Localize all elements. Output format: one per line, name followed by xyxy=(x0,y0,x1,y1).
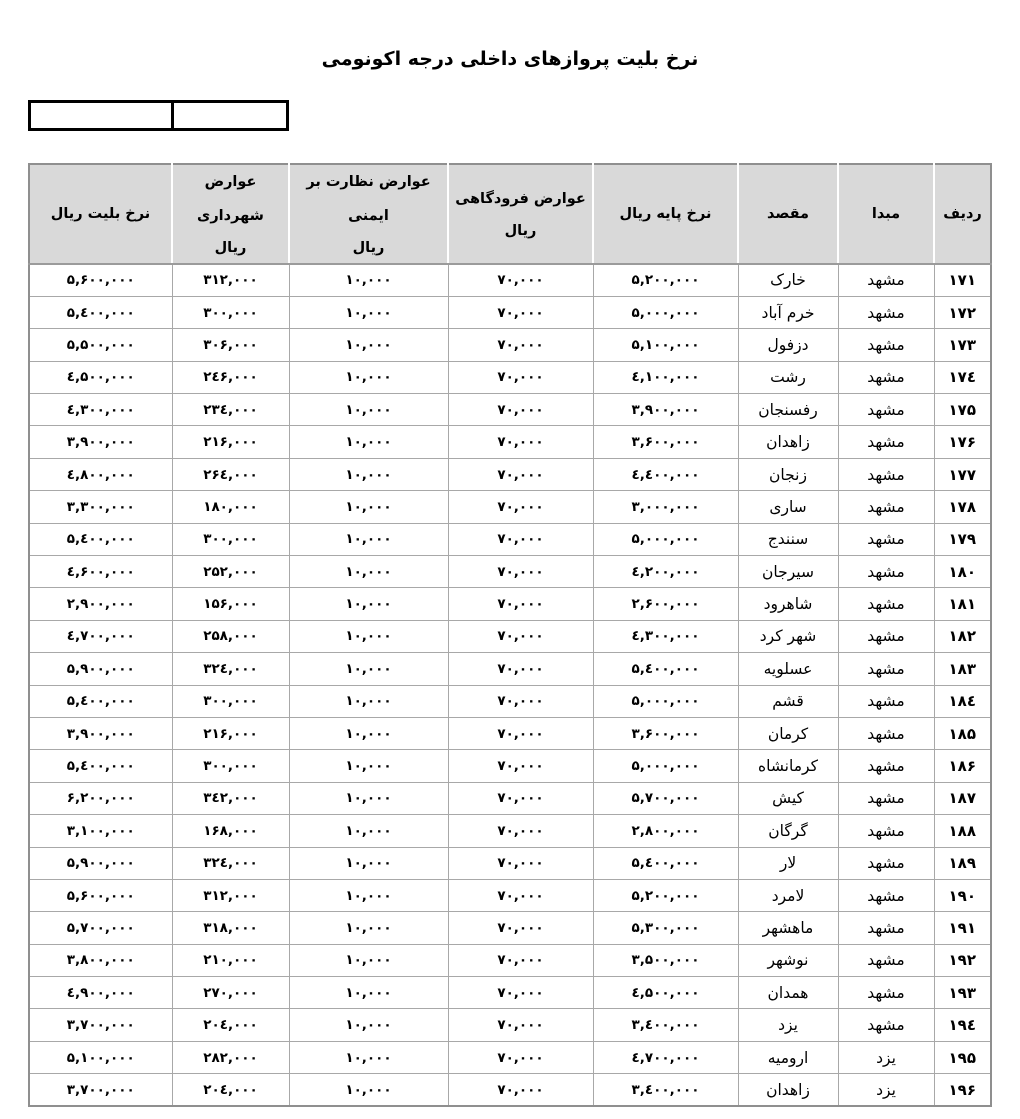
table-row xyxy=(29,944,991,976)
cell-destination: کرمانشاه xyxy=(738,750,838,782)
cell-safety-fee: ۱۰,۰۰۰ xyxy=(289,556,448,588)
cell-ticket-fare: ۵,٤۰۰,۰۰۰ xyxy=(29,523,172,555)
cell-safety-fee: ۱۰,۰۰۰ xyxy=(289,394,448,426)
cell-destination: یزد xyxy=(738,1009,838,1041)
cell-row-number: ۱۷۲ xyxy=(934,296,991,328)
table-row xyxy=(29,556,991,588)
cell-municipal-fee: ۳۲٤,۰۰۰ xyxy=(172,847,289,879)
cell-municipal-fee: ۳۱۸,۰۰۰ xyxy=(172,912,289,944)
cell-airport-fee: ۷۰,۰۰۰ xyxy=(448,912,593,944)
cell-airport-fee: ۷۰,۰۰۰ xyxy=(448,426,593,458)
cell-municipal-fee: ۲۵۲,۰۰۰ xyxy=(172,556,289,588)
table-row xyxy=(29,296,991,328)
cell-airport-fee: ۷۰,۰۰۰ xyxy=(448,1041,593,1073)
cell-safety-fee: ۱۰,۰۰۰ xyxy=(289,847,448,879)
cell-municipal-fee: ۲۷۰,۰۰۰ xyxy=(172,977,289,1009)
cell-airport-fee: ۷۰,۰۰۰ xyxy=(448,620,593,652)
cell-airport-fee: ۷۰,۰۰۰ xyxy=(448,296,593,328)
cell-origin: مشهد xyxy=(838,426,934,458)
cell-ticket-fare: ۵,٤۰۰,۰۰۰ xyxy=(29,750,172,782)
cell-base-fare: ۵,۱۰۰,۰۰۰ xyxy=(593,329,738,361)
cell-municipal-fee: ۳۰۰,۰۰۰ xyxy=(172,523,289,555)
table-row xyxy=(29,588,991,620)
cell-ticket-fare: ۳,۸۰۰,۰۰۰ xyxy=(29,944,172,976)
cell-airport-fee: ۷۰,۰۰۰ xyxy=(448,815,593,847)
cell-municipal-fee: ۳۱۲,۰۰۰ xyxy=(172,264,289,296)
cell-ticket-fare: ۵,۹۰۰,۰۰۰ xyxy=(29,847,172,879)
cell-base-fare: ۳,٤۰۰,۰۰۰ xyxy=(593,1009,738,1041)
cell-municipal-fee: ۳٤۲,۰۰۰ xyxy=(172,782,289,814)
cell-airport-fee: ۷۰,۰۰۰ xyxy=(448,1074,593,1106)
cell-base-fare: ۵,٤۰۰,۰۰۰ xyxy=(593,653,738,685)
cell-origin: مشهد xyxy=(838,296,934,328)
cell-origin: مشهد xyxy=(838,879,934,911)
cell-base-fare: ۳,۶۰۰,۰۰۰ xyxy=(593,717,738,749)
cell-safety-fee: ۱۰,۰۰۰ xyxy=(289,296,448,328)
cell-origin: مشهد xyxy=(838,394,934,426)
table-row xyxy=(29,458,991,490)
cell-row-number: ۱۷٤ xyxy=(934,361,991,393)
cell-base-fare: ۵,۰۰۰,۰۰۰ xyxy=(593,296,738,328)
cell-ticket-fare: ۵,٤۰۰,۰۰۰ xyxy=(29,685,172,717)
cell-row-number: ۱۸۱ xyxy=(934,588,991,620)
cell-base-fare: ۵,٤۰۰,۰۰۰ xyxy=(593,847,738,879)
cell-destination: ماهشهر xyxy=(738,912,838,944)
cell-municipal-fee: ۱۵۶,۰۰۰ xyxy=(172,588,289,620)
cell-row-number: ۱۹۶ xyxy=(934,1074,991,1106)
cell-safety-fee: ۱۰,۰۰۰ xyxy=(289,977,448,1009)
note-boxes xyxy=(28,100,289,131)
cell-row-number: ۱۹۳ xyxy=(934,977,991,1009)
cell-row-number: ۱۸۳ xyxy=(934,653,991,685)
cell-airport-fee: ۷۰,۰۰۰ xyxy=(448,977,593,1009)
cell-row-number: ۱۷۹ xyxy=(934,523,991,555)
cell-airport-fee: ۷۰,۰۰۰ xyxy=(448,944,593,976)
cell-row-number: ۱۹٤ xyxy=(934,1009,991,1041)
cell-safety-fee: ۱۰,۰۰۰ xyxy=(289,717,448,749)
cell-destination: عسلویه xyxy=(738,653,838,685)
cell-base-fare: ۵,۰۰۰,۰۰۰ xyxy=(593,750,738,782)
cell-row-number: ۱۹۰ xyxy=(934,879,991,911)
cell-base-fare: ۲,۶۰۰,۰۰۰ xyxy=(593,588,738,620)
cell-airport-fee: ۷۰,۰۰۰ xyxy=(448,879,593,911)
cell-destination: کیش xyxy=(738,782,838,814)
cell-destination: خرم آباد xyxy=(738,296,838,328)
table-row xyxy=(29,523,991,555)
col-header-ticket-fare: نرخ بلیت ریال xyxy=(29,164,172,264)
col-header-airport-fee: عوارض فرودگاهی ریال xyxy=(448,164,593,264)
cell-safety-fee: ۱۰,۰۰۰ xyxy=(289,750,448,782)
cell-base-fare: ۵,۰۰۰,۰۰۰ xyxy=(593,523,738,555)
cell-municipal-fee: ۳۰۰,۰۰۰ xyxy=(172,685,289,717)
cell-origin: مشهد xyxy=(838,782,934,814)
cell-destination: رشت xyxy=(738,361,838,393)
cell-row-number: ۱۷۷ xyxy=(934,458,991,490)
cell-airport-fee: ۷۰,۰۰۰ xyxy=(448,750,593,782)
col-header-row-number: ردیف xyxy=(934,164,991,264)
cell-municipal-fee: ۲۱۶,۰۰۰ xyxy=(172,717,289,749)
cell-origin: مشهد xyxy=(838,1009,934,1041)
col-header-municipal-fee: عوارض شهرداری ریال xyxy=(172,164,289,264)
cell-municipal-fee: ۱۶۸,۰۰۰ xyxy=(172,815,289,847)
cell-airport-fee: ۷۰,۰۰۰ xyxy=(448,588,593,620)
cell-ticket-fare: ۳,۳۰۰,۰۰۰ xyxy=(29,491,172,523)
table-row xyxy=(29,717,991,749)
cell-destination: زاهدان xyxy=(738,1074,838,1106)
cell-origin: مشهد xyxy=(838,750,934,782)
cell-ticket-fare: ٤,۶۰۰,۰۰۰ xyxy=(29,556,172,588)
note-box-left-cell xyxy=(31,103,174,128)
cell-municipal-fee: ۳۰۰,۰۰۰ xyxy=(172,750,289,782)
table-row xyxy=(29,264,991,296)
cell-destination: گرگان xyxy=(738,815,838,847)
cell-destination: ارومیه xyxy=(738,1041,838,1073)
cell-base-fare: ۳,٤۰۰,۰۰۰ xyxy=(593,1074,738,1106)
cell-row-number: ۱۸۲ xyxy=(934,620,991,652)
cell-municipal-fee: ۳۱۲,۰۰۰ xyxy=(172,879,289,911)
cell-ticket-fare: ۲,۹۰۰,۰۰۰ xyxy=(29,588,172,620)
cell-municipal-fee: ۳۰۰,۰۰۰ xyxy=(172,296,289,328)
cell-safety-fee: ۱۰,۰۰۰ xyxy=(289,588,448,620)
table-row xyxy=(29,879,991,911)
cell-origin: مشهد xyxy=(838,329,934,361)
cell-destination: کرمان xyxy=(738,717,838,749)
col-header-origin: مبدا xyxy=(838,164,934,264)
cell-origin: یزد xyxy=(838,1074,934,1106)
cell-origin: مشهد xyxy=(838,264,934,296)
cell-ticket-fare: ۵,٤۰۰,۰۰۰ xyxy=(29,296,172,328)
cell-row-number: ۱۹۱ xyxy=(934,912,991,944)
cell-airport-fee: ۷۰,۰۰۰ xyxy=(448,264,593,296)
fare-table-body xyxy=(29,264,991,1106)
cell-destination: سنندج xyxy=(738,523,838,555)
cell-destination: شاهرود xyxy=(738,588,838,620)
cell-origin: مشهد xyxy=(838,912,934,944)
cell-origin: مشهد xyxy=(838,523,934,555)
cell-safety-fee: ۱۰,۰۰۰ xyxy=(289,879,448,911)
cell-ticket-fare: ٤,۸۰۰,۰۰۰ xyxy=(29,458,172,490)
cell-safety-fee: ۱۰,۰۰۰ xyxy=(289,782,448,814)
cell-municipal-fee: ۲۶٤,۰۰۰ xyxy=(172,458,289,490)
cell-row-number: ۱۸۶ xyxy=(934,750,991,782)
cell-ticket-fare: ۵,۷۰۰,۰۰۰ xyxy=(29,912,172,944)
cell-origin: مشهد xyxy=(838,458,934,490)
cell-destination: زاهدان xyxy=(738,426,838,458)
cell-destination: قشم xyxy=(738,685,838,717)
cell-destination: زنجان xyxy=(738,458,838,490)
table-row xyxy=(29,620,991,652)
cell-ticket-fare: ۵,۹۰۰,۰۰۰ xyxy=(29,653,172,685)
cell-airport-fee: ۷۰,۰۰۰ xyxy=(448,329,593,361)
cell-origin: یزد xyxy=(838,1041,934,1073)
cell-municipal-fee: ۲۸۲,۰۰۰ xyxy=(172,1041,289,1073)
cell-origin: مشهد xyxy=(838,361,934,393)
note-box-right-cell xyxy=(174,103,286,128)
table-row xyxy=(29,750,991,782)
cell-destination: لار xyxy=(738,847,838,879)
cell-base-fare: ۳,۰۰۰,۰۰۰ xyxy=(593,491,738,523)
cell-origin: مشهد xyxy=(838,491,934,523)
cell-airport-fee: ۷۰,۰۰۰ xyxy=(448,394,593,426)
table-row xyxy=(29,1009,991,1041)
cell-destination: ساری xyxy=(738,491,838,523)
cell-row-number: ۱۸۵ xyxy=(934,717,991,749)
cell-municipal-fee: ۲۵۸,۰۰۰ xyxy=(172,620,289,652)
cell-ticket-fare: ٤,۹۰۰,۰۰۰ xyxy=(29,977,172,1009)
cell-ticket-fare: ۳,۹۰۰,۰۰۰ xyxy=(29,426,172,458)
cell-ticket-fare: ۳,۹۰۰,۰۰۰ xyxy=(29,717,172,749)
table-row xyxy=(29,426,991,458)
cell-base-fare: ۵,۷۰۰,۰۰۰ xyxy=(593,782,738,814)
table-row xyxy=(29,847,991,879)
cell-base-fare: ٤,۳۰۰,۰۰۰ xyxy=(593,620,738,652)
page-title: نرخ بلیت پروازهای داخلی درجه اکونومی xyxy=(321,48,699,70)
cell-origin: مشهد xyxy=(838,653,934,685)
cell-origin: مشهد xyxy=(838,685,934,717)
cell-row-number: ۱۷۶ xyxy=(934,426,991,458)
cell-safety-fee: ۱۰,۰۰۰ xyxy=(289,361,448,393)
cell-origin: مشهد xyxy=(838,815,934,847)
cell-safety-fee: ۱۰,۰۰۰ xyxy=(289,264,448,296)
cell-airport-fee: ۷۰,۰۰۰ xyxy=(448,458,593,490)
col-header-base-fare: نرخ پایه ریال xyxy=(593,164,738,264)
cell-base-fare: ٤,۷۰۰,۰۰۰ xyxy=(593,1041,738,1073)
cell-safety-fee: ۱۰,۰۰۰ xyxy=(289,685,448,717)
cell-row-number: ۱۷۱ xyxy=(934,264,991,296)
cell-base-fare: ۵,۲۰۰,۰۰۰ xyxy=(593,264,738,296)
cell-base-fare: ٤,۲۰۰,۰۰۰ xyxy=(593,556,738,588)
table-row xyxy=(29,685,991,717)
cell-origin: مشهد xyxy=(838,620,934,652)
table-row xyxy=(29,782,991,814)
cell-airport-fee: ۷۰,۰۰۰ xyxy=(448,782,593,814)
cell-airport-fee: ۷۰,۰۰۰ xyxy=(448,556,593,588)
cell-destination: رفسنجان xyxy=(738,394,838,426)
cell-base-fare: ۵,۰۰۰,۰۰۰ xyxy=(593,685,738,717)
cell-safety-fee: ۱۰,۰۰۰ xyxy=(289,653,448,685)
cell-municipal-fee: ۲٤۶,۰۰۰ xyxy=(172,361,289,393)
cell-safety-fee: ۱۰,۰۰۰ xyxy=(289,1009,448,1041)
cell-base-fare: ۳,۹۰۰,۰۰۰ xyxy=(593,394,738,426)
table-row xyxy=(29,1074,991,1106)
table-row xyxy=(29,912,991,944)
cell-safety-fee: ۱۰,۰۰۰ xyxy=(289,491,448,523)
cell-safety-fee: ۱۰,۰۰۰ xyxy=(289,912,448,944)
cell-municipal-fee: ۱۸۰,۰۰۰ xyxy=(172,491,289,523)
cell-row-number: ۱۷۳ xyxy=(934,329,991,361)
col-header-safety-fee: عوارض نظارت بر ایمنی ریال xyxy=(289,164,448,264)
cell-origin: مشهد xyxy=(838,847,934,879)
cell-municipal-fee: ۲۳٤,۰۰۰ xyxy=(172,394,289,426)
cell-base-fare: ۲,۸۰۰,۰۰۰ xyxy=(593,815,738,847)
cell-origin: مشهد xyxy=(838,977,934,1009)
cell-row-number: ۱۹۵ xyxy=(934,1041,991,1073)
cell-row-number: ۱۸۷ xyxy=(934,782,991,814)
cell-destination: شهر کرد xyxy=(738,620,838,652)
cell-ticket-fare: ۶,۲۰۰,۰۰۰ xyxy=(29,782,172,814)
cell-row-number: ۱۸٤ xyxy=(934,685,991,717)
cell-row-number: ۱۷۵ xyxy=(934,394,991,426)
cell-municipal-fee: ۲۱۰,۰۰۰ xyxy=(172,944,289,976)
cell-municipal-fee: ۳۲٤,۰۰۰ xyxy=(172,653,289,685)
cell-airport-fee: ۷۰,۰۰۰ xyxy=(448,717,593,749)
table-row xyxy=(29,815,991,847)
cell-airport-fee: ۷۰,۰۰۰ xyxy=(448,523,593,555)
cell-origin: مشهد xyxy=(838,944,934,976)
cell-base-fare: ۳,۶۰۰,۰۰۰ xyxy=(593,426,738,458)
cell-safety-fee: ۱۰,۰۰۰ xyxy=(289,944,448,976)
cell-ticket-fare: ۳,۱۰۰,۰۰۰ xyxy=(29,815,172,847)
cell-base-fare: ۳,۵۰۰,۰۰۰ xyxy=(593,944,738,976)
cell-ticket-fare: ۵,۵۰۰,۰۰۰ xyxy=(29,329,172,361)
cell-airport-fee: ۷۰,۰۰۰ xyxy=(448,491,593,523)
cell-origin: مشهد xyxy=(838,556,934,588)
cell-safety-fee: ۱۰,۰۰۰ xyxy=(289,426,448,458)
cell-safety-fee: ۱۰,۰۰۰ xyxy=(289,458,448,490)
cell-destination: همدان xyxy=(738,977,838,1009)
cell-ticket-fare: ٤,۵۰۰,۰۰۰ xyxy=(29,361,172,393)
cell-ticket-fare: ۵,۶۰۰,۰۰۰ xyxy=(29,879,172,911)
cell-row-number: ۱۸۹ xyxy=(934,847,991,879)
cell-base-fare: ۵,۲۰۰,۰۰۰ xyxy=(593,879,738,911)
cell-ticket-fare: ۵,۶۰۰,۰۰۰ xyxy=(29,264,172,296)
cell-safety-fee: ۱۰,۰۰۰ xyxy=(289,815,448,847)
cell-municipal-fee: ۲۰٤,۰۰۰ xyxy=(172,1074,289,1106)
table-row xyxy=(29,329,991,361)
cell-row-number: ۱۹۲ xyxy=(934,944,991,976)
cell-ticket-fare: ۳,۷۰۰,۰۰۰ xyxy=(29,1009,172,1041)
cell-origin: مشهد xyxy=(838,717,934,749)
cell-row-number: ۱۸۸ xyxy=(934,815,991,847)
cell-destination: سیرجان xyxy=(738,556,838,588)
fare-table-header xyxy=(29,164,991,264)
cell-base-fare: ٤,۵۰۰,۰۰۰ xyxy=(593,977,738,1009)
cell-airport-fee: ۷۰,۰۰۰ xyxy=(448,685,593,717)
cell-safety-fee: ۱۰,۰۰۰ xyxy=(289,1041,448,1073)
cell-destination: خارک xyxy=(738,264,838,296)
table-row xyxy=(29,1041,991,1073)
cell-base-fare: ۵,۳۰۰,۰۰۰ xyxy=(593,912,738,944)
cell-safety-fee: ۱۰,۰۰۰ xyxy=(289,620,448,652)
table-row xyxy=(29,361,991,393)
cell-ticket-fare: ٤,۳۰۰,۰۰۰ xyxy=(29,394,172,426)
fare-table xyxy=(28,163,992,1107)
col-header-destination: مقصد xyxy=(738,164,838,264)
cell-safety-fee: ۱۰,۰۰۰ xyxy=(289,523,448,555)
cell-safety-fee: ۱۰,۰۰۰ xyxy=(289,329,448,361)
table-row xyxy=(29,491,991,523)
cell-airport-fee: ۷۰,۰۰۰ xyxy=(448,361,593,393)
cell-base-fare: ٤,٤۰۰,۰۰۰ xyxy=(593,458,738,490)
cell-municipal-fee: ۲۰٤,۰۰۰ xyxy=(172,1009,289,1041)
table-row xyxy=(29,653,991,685)
cell-safety-fee: ۱۰,۰۰۰ xyxy=(289,1074,448,1106)
cell-airport-fee: ۷۰,۰۰۰ xyxy=(448,653,593,685)
cell-municipal-fee: ۳۰۶,۰۰۰ xyxy=(172,329,289,361)
header-row xyxy=(29,164,991,264)
cell-origin: مشهد xyxy=(838,588,934,620)
cell-ticket-fare: ۵,۱۰۰,۰۰۰ xyxy=(29,1041,172,1073)
cell-row-number: ۱۸۰ xyxy=(934,556,991,588)
cell-row-number: ۱۷۸ xyxy=(934,491,991,523)
cell-destination: نوشهر xyxy=(738,944,838,976)
cell-destination: دزفول xyxy=(738,329,838,361)
table-row xyxy=(29,977,991,1009)
cell-municipal-fee: ۲۱۶,۰۰۰ xyxy=(172,426,289,458)
cell-ticket-fare: ٤,۷۰۰,۰۰۰ xyxy=(29,620,172,652)
cell-base-fare: ٤,۱۰۰,۰۰۰ xyxy=(593,361,738,393)
cell-airport-fee: ۷۰,۰۰۰ xyxy=(448,847,593,879)
cell-destination: لامرد xyxy=(738,879,838,911)
cell-ticket-fare: ۳,۷۰۰,۰۰۰ xyxy=(29,1074,172,1106)
cell-airport-fee: ۷۰,۰۰۰ xyxy=(448,1009,593,1041)
table-row xyxy=(29,394,991,426)
